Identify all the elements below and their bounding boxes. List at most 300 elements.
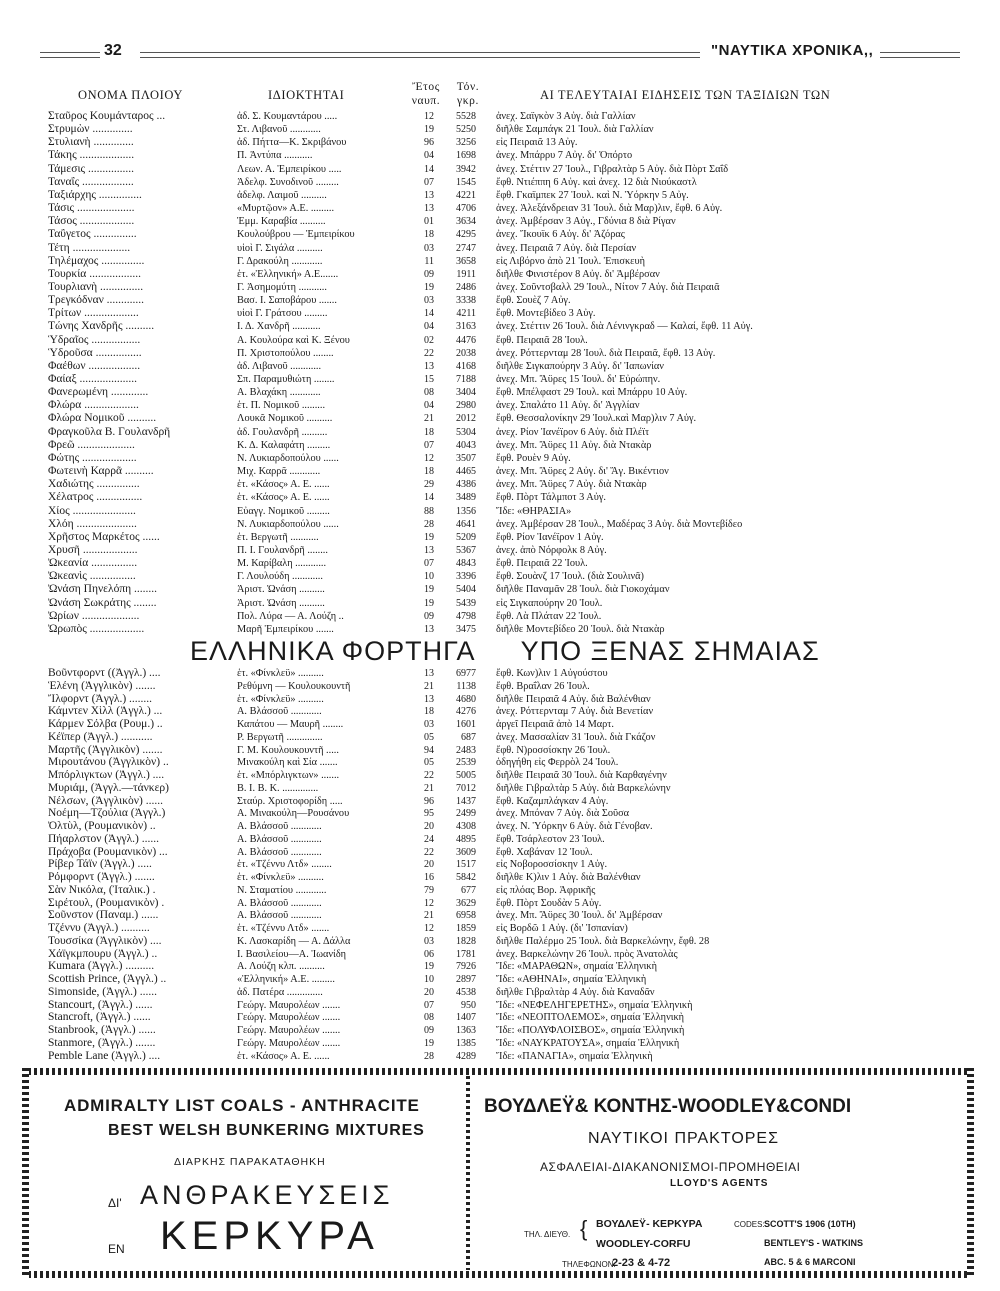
build-year: 03	[424, 295, 434, 307]
table-row	[0, 347, 1000, 360]
voyage-news: ἀνεχ. Ν. Ὑόρκην 6 Αὐγ. διὰ Γένοβαν.	[496, 821, 653, 832]
gross-tonnage: 7188	[456, 374, 476, 385]
build-year: 21	[424, 680, 434, 692]
voyage-news: ἀργεῖ Πειραιᾶ ἀπὸ 14 Μαρτ.	[496, 719, 614, 730]
ship-name: Πήαρλστον (Ἀγγλ.) ......	[48, 832, 160, 845]
ship-name: Χλόη .....................	[48, 517, 137, 530]
table-row	[0, 922, 1000, 935]
ship-name: Ὀλτὺλ, (Ρουμανικὸν) ..	[48, 820, 156, 832]
advertisement	[22, 1068, 974, 1278]
col-head-year-l1: Ἔτος	[412, 81, 440, 93]
voyage-news: ἀνεχ. Ἀμβέρσαν 3 Αὐγ., Γδύνια 8 διὰ Ρίγαν	[496, 216, 676, 228]
ship-name: Μιρουτάνου (Ἀγγλικὸν) ..	[48, 756, 169, 769]
owner-name: υἱοὶ Γ. Σιγάλα ..........	[237, 242, 323, 254]
owner-name: Ἀριστ. Ὠνάση ..........	[237, 597, 325, 609]
build-year: 09	[424, 268, 434, 280]
ad-firm-name: ΒΟΥΔΛΕΫ& ΚΟΝΤΗΣ-WOODLEY&CONDI	[484, 1096, 852, 1117]
voyage-news: διῆλθε Σαμπάγκ 21 Ἰουλ. διὰ Γαλλίαν	[496, 124, 654, 136]
ship-name: Σοῦνστον (Παναμ.) ......	[48, 909, 159, 922]
table-row	[0, 452, 1000, 465]
owner-name: «Ἑλληνική» Α.Ε. .........	[237, 974, 335, 985]
table-row	[0, 667, 1000, 680]
ship-name: Τώνης Χανδρῆς ..........	[48, 320, 155, 333]
ship-name: Ταΰγετος ...............	[48, 228, 137, 241]
owner-name: Ρεθύμνη — Κουλουκουντῆ	[237, 680, 351, 692]
table-row	[0, 149, 1000, 162]
gross-tonnage: 7926	[456, 961, 476, 973]
build-year: 96	[424, 137, 434, 149]
col-head-news: ΑΙ ΤΕΛΕΥΤΑΙΑΙ ΕΙΔΗΣΕΙΣ ΤΩΝ ΤΑΞΙΔΙΩΝ ΤΩΝ	[540, 88, 831, 102]
owner-name: Εὐαγγ. Νομικοῦ .........	[237, 505, 330, 517]
build-year: 22	[424, 347, 434, 359]
col-head-owner: ΙΔΙΟΚΤΗΤΑΙ	[268, 88, 345, 102]
voyage-news: ἀνεχ. Ἴκουϊκ 6 Αὐγ. δι' Ἀζόρας	[496, 229, 625, 241]
ship-name: Φρεῶ ....................	[48, 438, 135, 451]
gross-tonnage: 6958	[456, 910, 476, 922]
voyage-news: Ἴδε: «ΝΕΟΠΤΟΛΕΜΟΣ», σημαία Ἑλληνικὴ	[496, 1012, 685, 1024]
voyage-news: ἔφθ. Πειραιᾶ 28 Ἰουλ.	[496, 334, 588, 346]
gross-tonnage: 4211	[456, 308, 476, 320]
build-year: 20	[424, 859, 434, 871]
voyage-news: ἀνεχ. Μπ. Ἄϋρες 2 Αὐγ. δι' Ἅγ. Βικέντιον	[496, 466, 669, 478]
ship-name: Τουρλιανὴ ...............	[48, 280, 144, 293]
table-row	[0, 1050, 1000, 1063]
gross-tonnage: 4043	[456, 439, 476, 451]
owner-name: ἑτ. «Φίνκλεϋ» ..........	[237, 668, 324, 679]
owner-name: Α. Βλάσσοῦ ............	[237, 706, 322, 718]
build-year: 13	[424, 668, 434, 679]
owner-name: Ν. Λυκιαρδοπούλου ......	[237, 518, 339, 530]
build-year: 96	[424, 795, 434, 807]
owner-name: ἀδ. Πήττα—Κ. Σκριβάνου	[237, 137, 347, 149]
table-row	[0, 1024, 1000, 1037]
voyage-news: διῆλθε Σιγκαπούρην 3 Αὐγ. δι' Ἰαπωνίαν	[496, 360, 664, 372]
gross-tonnage: 3256	[456, 137, 476, 149]
ship-name: Τουσσίκα (Ἀγγλικὸν) ....	[48, 934, 162, 947]
gross-tonnage: 2897	[456, 974, 476, 985]
build-year: 18	[424, 229, 434, 241]
owner-name: Καπάτου — Μαυρῆ ........	[237, 719, 344, 730]
ship-name: Σταῦρος Κουμάνταρος ...	[48, 110, 166, 122]
voyage-news: διῆλθε Μοντεβίδεο 20 Ἰουλ. διὰ Ντακὰρ	[496, 623, 665, 635]
build-year: 95	[424, 808, 434, 820]
ad-tel-label: ΤΗΛ. ΔΙΕΥΘ.	[524, 1230, 571, 1239]
table-row	[0, 680, 1000, 693]
ship-name: Ρίβερ Τάϊν (Ἀγγλ.) .....	[48, 858, 152, 871]
table-row	[0, 373, 1000, 386]
ship-name: Σιρέτουλ, (Ρουμανικὸν) .	[48, 896, 165, 909]
gross-tonnage: 5367	[456, 544, 476, 556]
ship-name: Φανερωμένη .............	[48, 386, 149, 399]
build-year: 12	[424, 923, 434, 934]
build-year: 10	[424, 571, 434, 583]
banner-part-2: ΥΠΟ ΞΕΝΑΣ ΣΗΜΑΙΑΣ	[520, 636, 820, 666]
table-row	[0, 426, 1000, 439]
gross-tonnage: 3338	[456, 295, 476, 307]
ad-border-right	[967, 1068, 974, 1278]
table-row	[0, 807, 1000, 820]
table-row	[0, 705, 1000, 718]
ship-name: Simonside, (Ἀγγλ.) ......	[48, 985, 158, 998]
ship-name: Τάσος ...................	[48, 215, 135, 228]
voyage-news: ἔφθ. Σουὰνζ 17 Ἰουλ. (διὰ Σουλινᾶ)	[496, 571, 644, 583]
table-row	[0, 999, 1000, 1012]
gross-tonnage: 4641	[456, 518, 476, 530]
gross-tonnage: 4843	[456, 558, 476, 570]
ad-city-kerkyra: ΚΕΡΚΥΡΑ	[160, 1214, 379, 1258]
owner-name: ἑτ. «Κάσος» Α. Ε. ......	[237, 1050, 330, 1062]
voyage-news: ἔφθ. Πειραιᾶ 22 Ἰουλ.	[496, 558, 588, 570]
voyage-news: ἔφθ. Ν)ροσσίσκην 26 Ἰουλ.	[496, 744, 611, 756]
build-year: 03	[424, 719, 434, 730]
ad-di: ΔΙ'	[108, 1196, 122, 1210]
owner-name: Π. Ι. Γουλανδρῆ ........	[237, 544, 328, 556]
owner-name: ἑτ. «Μπόρλιγκτων» .......	[237, 770, 340, 781]
owner-name: Α. Βλάσσοῦ ............	[237, 821, 322, 832]
build-year: 13	[424, 203, 434, 215]
voyage-news: ἀνεχ. Μπ. Ἄϋρες 30 Ἰουλ. δι' Ἀμβέρσαν	[496, 910, 663, 922]
ship-name: Φραγκοῦλα Β. Γουλανδρῆ	[48, 425, 171, 438]
voyage-news: ἀνεχ. Ρόττερνταμ 7 Αὐγ. διὰ Βενετίαν	[496, 706, 654, 718]
ship-name: Ταξιάρχης ...............	[48, 188, 142, 201]
table-row	[0, 307, 1000, 320]
build-year: 08	[424, 1012, 434, 1024]
gross-tonnage: 1407	[456, 1012, 476, 1024]
voyage-news: ἔφθ. Πὸρτ Σουδὰν 5 Αὐγ.	[496, 897, 602, 909]
build-year: 28	[424, 518, 434, 530]
owner-name: Μιχ. Καρρᾶ ............	[237, 466, 321, 478]
table-row	[0, 505, 1000, 518]
owner-name: Γ. Δρακούλη ............	[237, 255, 323, 267]
voyage-news: διῆλθε Πειραιᾶ 4 Αὐγ. διὰ Βαλένθιαν	[496, 693, 651, 705]
table-row	[0, 731, 1000, 744]
build-year: 88	[424, 505, 434, 517]
ship-name: Κάμντεν Χὶλλ (Ἀγγλ.) ...	[48, 705, 163, 718]
owner-name: Ι. Βασιλείου—Α. Ἰωανίδη	[237, 948, 347, 960]
ship-name: Ὠνάση Πηνελόπη ........	[48, 583, 158, 596]
voyage-news: Ἴδε: «ΑΘΗΝΑΙ», σημαία Ἑλληνικὴ	[496, 974, 647, 985]
owner-name: Ἐμμ. Καραβία ..........	[237, 216, 326, 228]
col-head-ton	[448, 80, 488, 108]
ship-name: Χρῆστος Μαρκέτος ......	[48, 530, 160, 543]
build-year: 03	[424, 242, 434, 254]
owner-name: Γ. Μ. Κουλουκουντῆ .....	[237, 744, 339, 756]
owner-name: ἑτ. Βεργωτῆ ...........	[237, 531, 319, 543]
voyage-news: ἀνεχ. Σπαλάτο 11 Αὐγ. δι' Ἀγγλίαν	[496, 400, 640, 412]
owner-name: Α. Βλάσσοῦ ............	[237, 910, 322, 922]
voyage-news: Ἴδε: «ΠΑΝΑΓΙΑ», σημαία Ἑλληνικὴ	[496, 1050, 653, 1062]
gross-tonnage: 3629	[456, 897, 476, 909]
build-year: 13	[424, 544, 434, 556]
build-year: 22	[424, 846, 434, 858]
table-row	[0, 439, 1000, 452]
voyage-news: ἔφθ. Ντιέππη 6 Αὐγ. καὶ ἀνεχ. 12 διὰ Νιούκαστλ	[496, 176, 697, 188]
ship-name: Ἴλφορντ (Ἀγγλ.) ........	[48, 692, 153, 705]
ship-name: Νοέμη—Τζούλια (Ἀγγλ.)	[48, 807, 166, 820]
voyage-news: διῆλθε Πειραιᾶ 30 Ἰουλ. διὰ Καρθαγένην	[496, 770, 667, 781]
ad-lloyds-agents: LLOYD'S AGENTS	[670, 1178, 769, 1189]
gross-tonnage: 4386	[456, 479, 476, 491]
owner-name: Ι. Δ. Χανδρῆ ...........	[237, 321, 321, 333]
gross-tonnage: 4295	[456, 229, 476, 241]
owner-name: «Μυρτῷον» Α.Ε. .........	[237, 203, 335, 215]
table-row	[0, 973, 1000, 986]
gross-tonnage: 5528	[456, 111, 476, 122]
build-year: 19	[424, 281, 434, 293]
build-year: 14	[424, 308, 434, 320]
build-year: 09	[424, 610, 434, 622]
owner-name: Γ. Λουλούδη ............	[237, 571, 323, 583]
owner-name: Α. Μινακούλη—Ρουσάνου	[237, 808, 350, 820]
table-row	[0, 909, 1000, 922]
voyage-news: ἔφθ. Σουὲζ 7 Αὐγ.	[496, 295, 571, 307]
gross-tonnage: 2539	[456, 757, 476, 769]
ad-tel-address-1: ΒΟΥΔΛΕΫ- ΚΕΡΚΥΡΑ	[596, 1218, 703, 1230]
build-year: 09	[424, 1025, 434, 1036]
gross-tonnage: 1781	[456, 948, 476, 960]
voyage-news: εἰς Νοβοροσσίσκην 1 Αὐγ.	[496, 859, 608, 871]
build-year: 21	[424, 910, 434, 922]
voyage-news: ἔφθ. Χαβάναν 12 Ἰουλ.	[496, 846, 593, 858]
build-year: 01	[424, 216, 434, 228]
voyage-news: ἔφθ. Θεσσαλονίκην 29 Ἰουλ.καὶ Μαρ)λιν 7 Αὐγ.	[496, 413, 697, 425]
owner-name: Β. Ι. Β. Κ. ..............	[237, 782, 319, 794]
ad-phone-label: ΤΗΛΕΦΩΝΟΝ:	[562, 1260, 616, 1269]
ship-name: Stanbrook, (Ἀγγλ.) ......	[48, 1024, 156, 1036]
ad-bunkering-line: BEST WELSH BUNKERING MIXTURES	[108, 1122, 425, 1139]
owner-name: ἀδελφ. Λαιμοῦ ..........	[237, 189, 327, 201]
owner-name: ἑτ. Π. Νομικοῦ .........	[237, 400, 326, 412]
voyage-news: ἀνεχ. Μπόναν 7 Αὐγ. διὰ Σοῦσα	[496, 808, 630, 820]
gross-tonnage: 4289	[456, 1050, 476, 1062]
ship-name: Ὑδροῦσα ................	[48, 346, 142, 359]
build-year: 06	[424, 948, 434, 960]
owner-name: Ἀριστ. Ὠνάση ..........	[237, 584, 325, 596]
ship-name: Νέλσων, (Ἀγγλικὸν) ......	[48, 794, 163, 807]
gross-tonnage: 5209	[456, 531, 476, 543]
ship-name: Ὠρωπὸς ...................	[48, 622, 145, 635]
table-row	[0, 202, 1000, 215]
table-row	[0, 756, 1000, 769]
owner-name: Γεώργ. Μαυρολέων .......	[237, 1012, 341, 1024]
build-year: 13	[424, 189, 434, 201]
table-row	[0, 846, 1000, 859]
voyage-news: ἀνεχ. Ρόττερνταμ 28 Ἰουλ. διὰ Πειραιᾶ, ἔφθ. 13 Αὐγ.	[496, 347, 716, 359]
owner-name: Π. Ἀντύπα ...........	[237, 150, 313, 162]
table-row	[0, 884, 1000, 897]
owner-name: ἑτ. «Ἑλληνική» Α.Ε.......	[237, 268, 339, 280]
build-year: 16	[424, 872, 434, 883]
table-row	[0, 320, 1000, 333]
owner-name: ἀδ. Σ. Κουμαντάρου .....	[237, 111, 338, 122]
ship-name: Τρεγκόδναν .............	[48, 294, 145, 307]
table-row	[0, 412, 1000, 425]
gross-tonnage: 5842	[456, 872, 476, 883]
build-year: 11	[424, 255, 434, 267]
owner-name: Α. Λούζη κλπ. ..........	[237, 961, 325, 973]
ship-name: Φλώρα ...................	[48, 399, 139, 412]
table-row	[0, 360, 1000, 373]
owner-name: Α. Βλάσσοῦ ............	[237, 897, 322, 909]
voyage-news: ἔφθ. Λὰ Πλάταν 22 Ἰουλ.	[496, 610, 602, 622]
page-number: 32	[100, 42, 126, 60]
owner-name: Λεων. Α. Ἐμπειρίκου .....	[237, 163, 342, 175]
owner-name: Στ. Λιβανοῦ ............	[237, 124, 321, 136]
page-header	[40, 42, 960, 64]
build-year: 19	[424, 597, 434, 609]
build-year: 04	[424, 321, 434, 333]
gross-tonnage: 5250	[456, 124, 476, 136]
build-year: 07	[424, 558, 434, 570]
header-rule-left	[40, 52, 100, 58]
ship-name: Stanmore, (Ἀγγλ.) .......	[48, 1036, 156, 1049]
header-rule-middle	[140, 52, 700, 58]
table-row	[0, 858, 1000, 871]
voyage-news: ἔφθ. Γκαϊμπεκ 27 Ἰουλ. καὶ Ν. Ὑόρκην 5 Αὐγ.	[496, 189, 689, 201]
table-row	[0, 478, 1000, 491]
owner-name: Ρ. Βεργωτῆ ..............	[237, 731, 323, 743]
gross-tonnage: 2483	[456, 744, 476, 756]
gross-tonnage: 1363	[456, 1025, 476, 1036]
table-row	[0, 820, 1000, 833]
ship-name: Τουρκία ..................	[48, 267, 141, 280]
ad-tel-address-2: WOODLEY-CORFU	[596, 1238, 691, 1250]
ad-en: ΕΝ	[108, 1242, 125, 1256]
build-year: 12	[424, 111, 434, 122]
build-year: 05	[424, 757, 434, 769]
table-row	[0, 281, 1000, 294]
table-row	[0, 294, 1000, 307]
build-year: 14	[424, 163, 434, 175]
table-row	[0, 465, 1000, 478]
ship-name: Ρόμφορντ (Ἀγγλ.) .......	[48, 871, 155, 883]
table-row	[0, 123, 1000, 136]
build-year: 13	[424, 360, 434, 372]
voyage-news: ἀνεχ. Στέττιν 26 Ἰουλ. διὰ Λένινγκραδ — Καλαί, ἔφθ. 11 Αὐγ.	[496, 321, 753, 333]
table-row	[0, 1037, 1000, 1050]
gross-tonnage: 4221	[456, 189, 476, 201]
ship-name: Stancroft, (Ἀγγλ.) ......	[48, 1011, 151, 1024]
ship-name: Πράχοβα (Ρουμανικὸν) ...	[48, 845, 168, 858]
col-head-ton-l2: γκρ.	[457, 95, 479, 107]
build-year: 07	[424, 439, 434, 451]
voyage-news: διῆλθε Παλέρμο 25 Ἰουλ. διὰ Βαρκελώνην, ἔφθ. 28	[496, 935, 710, 947]
gross-tonnage: 1859	[456, 923, 476, 934]
ship-name: Ὠκεανὶς ................	[48, 570, 136, 583]
voyage-news: ἀνεχ. Ἀμβέρσαν 28 Ἰουλ., Μαδέρας 3 Αὐγ. διὰ Μοντεβίδεο	[496, 518, 743, 530]
build-year: 04	[424, 150, 434, 162]
build-year: 79	[424, 884, 434, 896]
owner-name: Ἀδελφ. Συνοδινοῦ .........	[237, 176, 339, 188]
build-year: 19	[424, 961, 434, 973]
owner-name: Γεώργ. Μαυρολέων .......	[237, 999, 341, 1011]
owner-name: Μ. Καρίβαλη ............	[237, 558, 327, 570]
col-head-ton-l1: Τόν.	[456, 81, 480, 93]
ad-coal-depots: ΑΝΘΡΑΚΕΥΣΕΙΣ	[140, 1180, 394, 1210]
gross-tonnage: 3658	[456, 255, 476, 267]
owner-name: ἀδ. Λιβανοῦ ............	[237, 360, 322, 372]
ship-name: Τρίτων ...................	[48, 307, 139, 320]
voyage-news: ἔφθ. Πὸρτ Τάλμποτ 3 Αὐγ.	[496, 492, 606, 504]
ship-name: Μπόρλιγκτων (Ἀγγλ.) ....	[48, 769, 165, 781]
ship-name: Ὑδραῖος .................	[48, 333, 141, 346]
ship-name: Στυλιανὴ ..............	[48, 136, 134, 149]
owner-name: Κ. Λασκαρίδη — Α. Δάλλα	[237, 935, 351, 947]
ship-name: Τζέννυ (Ἀγγλ.) ..........	[48, 922, 150, 934]
ship-name: Χάϊγκμπουρυ (Ἀγγλ.) ..	[48, 947, 158, 960]
table-row	[0, 136, 1000, 149]
owner-name: Α. Κουλούρα καὶ Κ. Ξένου	[237, 334, 350, 346]
build-year: 21	[424, 413, 434, 425]
gross-tonnage: 1601	[456, 719, 476, 730]
owner-name: Λουκᾶ Νομικοῦ ..........	[237, 413, 333, 425]
ship-name: Stancourt, (Ἀγγλ.) ......	[48, 998, 153, 1011]
table-row	[0, 176, 1000, 189]
table-row	[0, 228, 1000, 241]
owner-name: ἑτ. «Φίνκλεϋ» ..........	[237, 872, 324, 883]
voyage-news: ἀνεχ. Μπάρρυ 7 Αὐγ. δι' Ὀπόρτο	[496, 150, 633, 162]
ad-border-left	[22, 1068, 29, 1278]
ship-name: Ὠκεανία ................	[48, 557, 138, 570]
ship-name: Ὠνάση Σωκράτης ........	[48, 596, 157, 609]
gross-tonnage: 2980	[456, 400, 476, 412]
gross-tonnage: 4476	[456, 334, 476, 346]
ship-name: Μυριάμ, (Ἀγγλ.—τάνκερ)	[48, 781, 169, 794]
build-year: 94	[424, 744, 434, 756]
table-row	[0, 744, 1000, 757]
voyage-news: διῆλθε Γιβραλτὰρ 4 Αὐγ. διὰ Καναδᾶν	[496, 986, 655, 998]
gross-tonnage: 3404	[456, 387, 476, 399]
build-year: 29	[424, 479, 434, 491]
build-year: 19	[424, 584, 434, 596]
table-row	[0, 1011, 1000, 1024]
col-head-year-l2: ναυπ.	[411, 95, 441, 107]
build-year: 21	[424, 782, 434, 794]
owner-name: ἑτ. «Τζέννυ Λτδ» ........	[237, 859, 332, 871]
voyage-news: διῆλθε Φινιστέρον 8 Αὐγ. δι' Ἀμβέρσαν	[496, 268, 660, 280]
build-year: 07	[424, 176, 434, 188]
table-row	[0, 623, 1000, 636]
build-year: 13	[424, 623, 434, 635]
ship-name: Χαδιώτης ...............	[48, 478, 140, 491]
table-row	[0, 610, 1000, 623]
build-year: 20	[424, 986, 434, 998]
build-year: 04	[424, 400, 434, 412]
owner-name: ἑτ. «Φίνκλεϋ» ..........	[237, 693, 324, 705]
voyage-news: Ἴδε: «ΝΕΦΕΛΗΓΕΡΕΤΗΣ», σημαία Ἑλληνικὴ	[496, 999, 693, 1011]
ad-border-top	[22, 1068, 974, 1075]
voyage-news: ἔφθ. Μοντεβίδεο 3 Αὐγ.	[496, 308, 596, 320]
voyage-news: διῆλθε Γιβραλτὰρ 5 Αὐγ. διὰ Βαρκελώνην	[496, 782, 671, 794]
ad-codes-label: CODES:	[734, 1220, 765, 1229]
table-row	[0, 163, 1000, 176]
gross-tonnage: 4895	[456, 833, 476, 845]
voyage-news: εἰς Πειραιᾶ 13 Αὐγ.	[496, 137, 578, 149]
voyage-news: ἔφθ. Ρίον Ἰανέϊρον 1 Αὐγ.	[496, 531, 604, 543]
table-row	[0, 215, 1000, 228]
table-row	[0, 399, 1000, 412]
table-row	[0, 583, 1000, 596]
voyage-news: ἀνεχ. Ρίον Ἰανέϊρον 6 Αὐγ. διὰ Πλέϊτ	[496, 426, 650, 438]
ship-name: Ὠρίων ....................	[48, 609, 140, 622]
ship-name: Τηλέμαχος ...............	[48, 254, 145, 267]
owner-name: Α. Βλάσσοῦ ............	[237, 833, 322, 845]
ship-name: Φλώρα Νομικοῦ ..........	[48, 412, 157, 425]
ad-brace-icon: {	[580, 1216, 588, 1241]
ship-name: Σὰν Νικόλα, (Ἰταλικ.) .	[48, 883, 156, 896]
ad-naval-agents: ΝΑΥΤΙΚΟΙ ΠΡΑΚΤΟΡΕΣ	[588, 1130, 779, 1147]
voyage-news: εἰς πλόας Βορ. Ἀφρικῆς	[496, 884, 596, 896]
